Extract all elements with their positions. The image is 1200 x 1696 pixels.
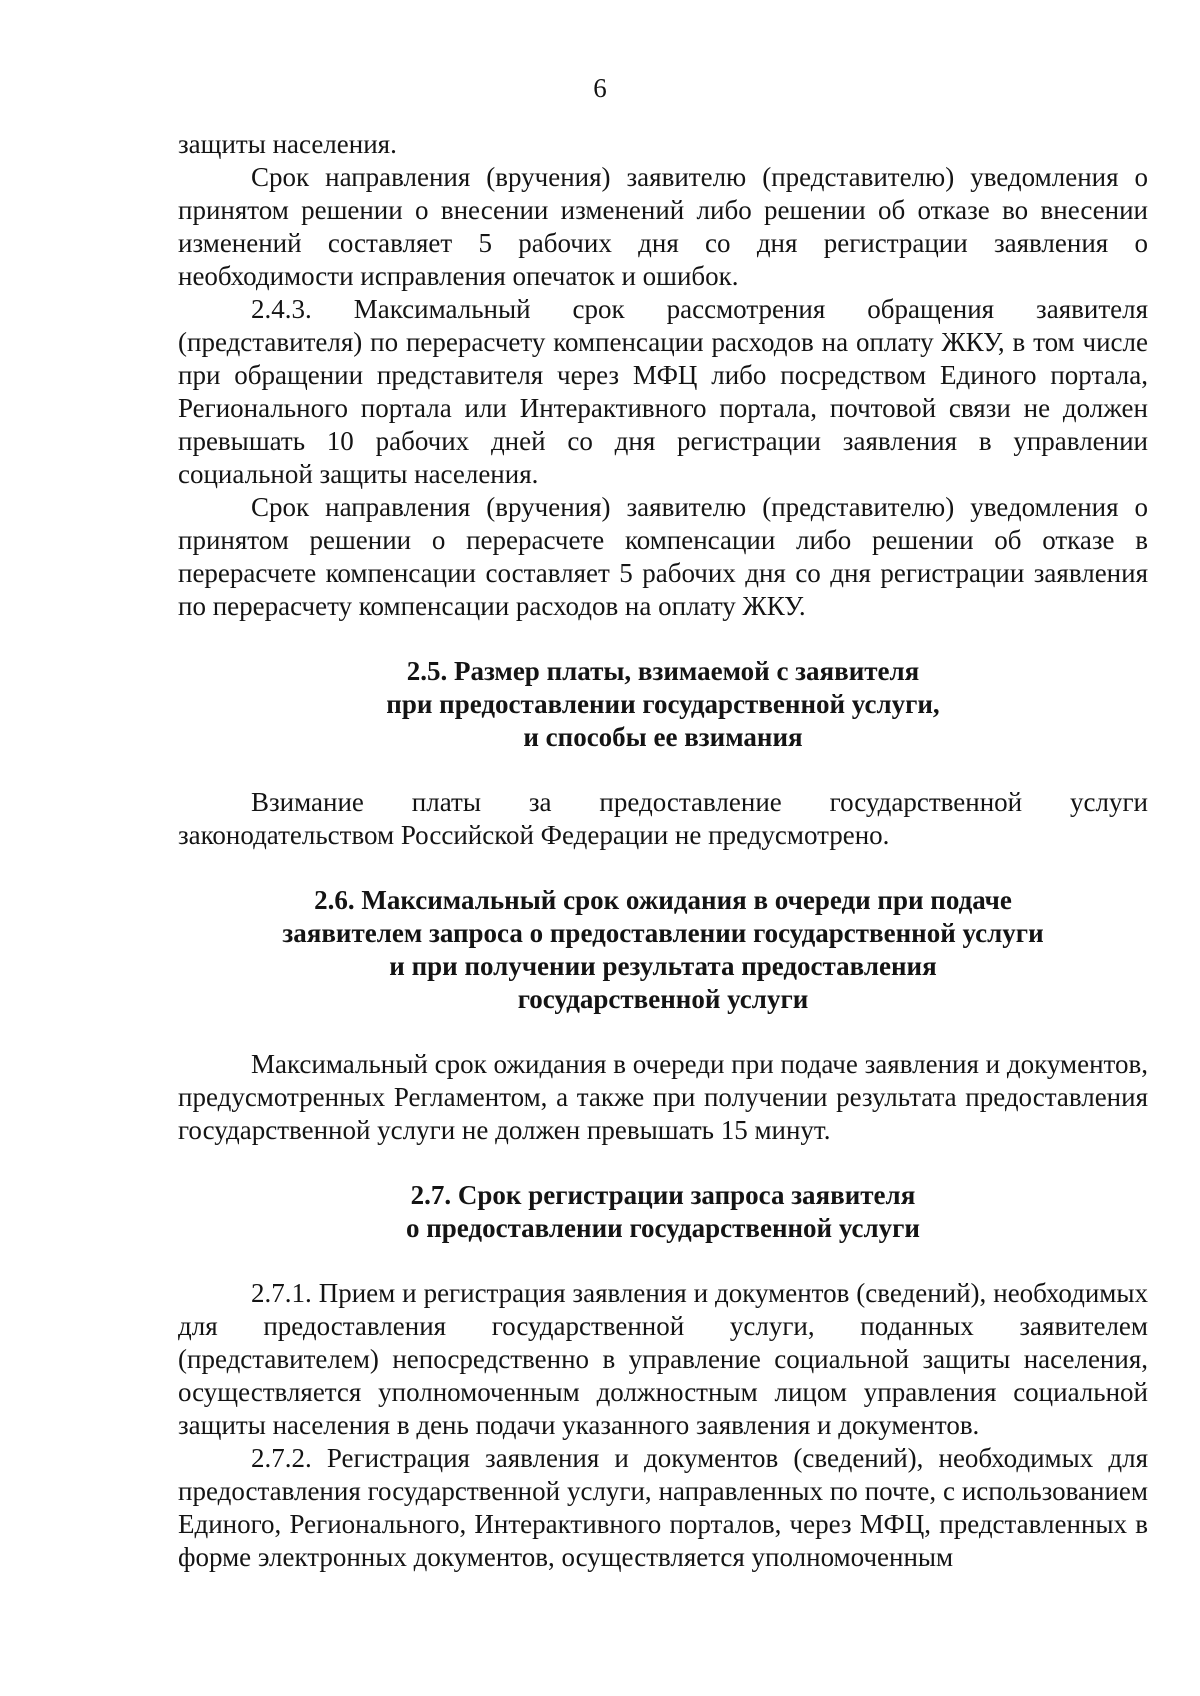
paragraph-continuation: защиты населения. — [178, 129, 397, 159]
page-number: 6 — [593, 73, 607, 103]
heading-2-7-line-1: 2.7. Срок регистрации запроса заявителя — [410, 1180, 916, 1210]
heading-2-6-line-3: и при получении результата предоставления — [389, 951, 937, 981]
document-body — [178, 128, 1148, 1574]
paragraph-2-7-1: 2.7.1. Прием и регистрация заявления и документов (сведений), необходимых для предоставления государственной услуги, поданных заявителем (представителем) непосредственно в управление социальной защиты населения, осуществляется уполномоченным должностным лицом управления социальной защиты населения в день подачи указанного заявления и документов. — [178, 1278, 1148, 1440]
heading-2-7 — [178, 1179, 1148, 1245]
heading-2-6-line-4: государственной услуги — [517, 984, 809, 1014]
paragraph-notice-term-recalculation: Срок направления (вручения) заявителю (представителю) уведомления о принятом решении о перерасчете компенсации либо решении об отказе в перерасчете компенсации составляет 5 рабочих дня со дня регистрации заявления по перерасчету компенсации расходов на оплату ЖКУ. — [178, 492, 1148, 621]
heading-2-6 — [178, 884, 1148, 1016]
heading-2-6-line-1: 2.6. Максимальный срок ожидания в очереди при подаче — [314, 885, 1012, 915]
heading-2-5-line-1: 2.5. Размер платы, взимаемой с заявителя — [406, 656, 920, 686]
paragraph-2-4-3: 2.4.3. Максимальный срок рассмотрения обращения заявителя (представителя) по перерасчету компенсации расходов на оплату ЖКУ, в том числе при обращении представителя через МФЦ либо посредством Единого портала, Регионального портала или Интерактивного портала, почтовой связи не должен превышать 10 рабочих дней со дня регистрации заявления в управлении социальной защиты населения. — [178, 294, 1148, 489]
heading-2-7-line-2: о предоставлении государственной услуги — [405, 1213, 920, 1243]
heading-2-5 — [178, 655, 1148, 754]
heading-2-5-line-3: и способы ее взимания — [523, 722, 803, 752]
paragraph-2-7-2: 2.7.2. Регистрация заявления и документов (сведений), необходимых для предоставления государственной услуги, направленных по почте, с использованием Единого, Регионального, Интерактивного порталов, через МФЦ, представленных в форме электронных документов, осуществляется уполномоченным — [178, 1443, 1148, 1572]
paragraph-notice-term-corrections: Срок направления (вручения) заявителю (представителю) уведомления о принятом решении о внесении изменений либо решении об отказе во внесении изменений составляет 5 рабочих дня со дня регистрации заявления о необходимости исправления опечаток и ошибок. — [178, 162, 1148, 291]
heading-2-5-line-2: при предоставлении государственной услуги, — [386, 689, 940, 719]
paragraph-2-5: Взимание платы за предоставление государственной услуги законодательством Российской Федерации не предусмотрено. — [178, 787, 1148, 850]
heading-2-6-line-2: заявителем запроса о предоставлении государственной услуги — [282, 918, 1044, 948]
paragraph-2-6: Максимальный срок ожидания в очереди при подаче заявления и документов, предусмотренных Регламентом, а также при получении результата предоставления государственной услуги не должен превышать 15 минут. — [178, 1049, 1148, 1145]
